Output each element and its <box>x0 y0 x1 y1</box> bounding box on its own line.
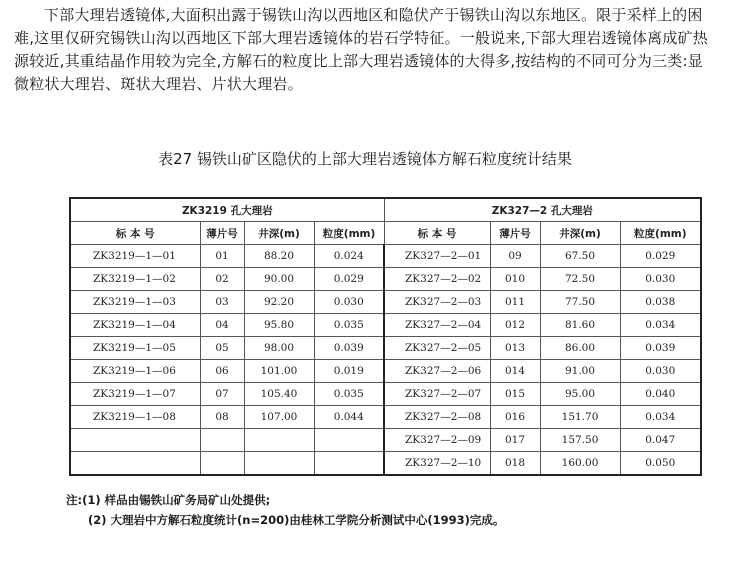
left-depth: 98.00 <box>244 337 314 360</box>
right-sample-id: ZK327—2—04 <box>384 314 490 337</box>
right-grain: 0.050 <box>620 452 701 476</box>
left-depth: 95.80 <box>244 314 314 337</box>
left-slide-no <box>200 452 244 476</box>
right-sample-id: ZK327—2—03 <box>384 291 490 314</box>
right-grain: 0.030 <box>620 360 701 383</box>
col-header-depth: 井深(m) <box>540 222 620 245</box>
right-grain: 0.034 <box>620 406 701 429</box>
table-row <box>70 245 701 268</box>
right-sample-id: ZK327—2—09 <box>384 429 490 452</box>
col-header-sample-id: 标 本 号 <box>384 222 490 245</box>
right-grain: 0.039 <box>620 337 701 360</box>
col-header-sample-id: 标 本 号 <box>70 222 200 245</box>
left-slide-no: 07 <box>200 383 244 406</box>
left-grain <box>314 429 384 452</box>
left-depth: 88.20 <box>244 245 314 268</box>
right-depth: 95.00 <box>540 383 620 406</box>
right-grain: 0.034 <box>620 314 701 337</box>
right-depth: 77.50 <box>540 291 620 314</box>
left-depth: 101.00 <box>244 360 314 383</box>
left-slide-no <box>200 429 244 452</box>
right-slide-no: 011 <box>490 291 540 314</box>
left-grain <box>314 452 384 476</box>
left-sample-id <box>70 429 200 452</box>
col-header-grain: 粒度(mm) <box>314 222 384 245</box>
right-grain: 0.029 <box>620 245 701 268</box>
left-grain: 0.019 <box>314 360 384 383</box>
table-row <box>70 268 701 291</box>
left-sample-id: ZK3219—1—01 <box>70 245 200 268</box>
left-depth: 92.20 <box>244 291 314 314</box>
right-sample-id: ZK327—2—02 <box>384 268 490 291</box>
table-row <box>70 337 701 360</box>
left-depth <box>244 452 314 476</box>
left-slide-no: 04 <box>200 314 244 337</box>
right-depth: 67.50 <box>540 245 620 268</box>
col-header-slide-no: 薄片号 <box>200 222 244 245</box>
right-depth: 86.00 <box>540 337 620 360</box>
left-sample-id: ZK3219—1—06 <box>70 360 200 383</box>
left-slide-no: 06 <box>200 360 244 383</box>
right-depth: 157.50 <box>540 429 620 452</box>
left-slide-no: 02 <box>200 268 244 291</box>
table-notes <box>66 490 716 530</box>
left-sample-id: ZK3219—1—05 <box>70 337 200 360</box>
right-sample-id: ZK327—2—07 <box>384 383 490 406</box>
right-sample-id: ZK327—2—06 <box>384 360 490 383</box>
note-line-1: 注:(1) 样品由锡铁山矿务局矿山处提供; <box>66 493 271 507</box>
right-grain: 0.040 <box>620 383 701 406</box>
right-group-header: ZK327—2 孔大理岩 <box>384 198 701 222</box>
grain-size-table <box>69 197 702 476</box>
right-depth: 91.00 <box>540 360 620 383</box>
body-paragraph: 下部大理岩透镜体,大面积出露于锡铁山沟以西地区和隐伏产于锡铁山沟以东地区。限于采样上的困难,这里仅研究锡铁山沟以西地区下部大理岩透镜体的岩石学特征。一般说来,下部大理岩透镜体离成矿热源较近,其重结晶作用较为完全,方解石的粒度比上部大理岩透镜体的大得多,按结构的不同可分为三类:显微粒状大理岩、斑状大理岩、片状大理岩。 <box>14 6 708 93</box>
left-depth <box>244 429 314 452</box>
right-sample-id: ZK327—2—08 <box>384 406 490 429</box>
right-slide-no: 018 <box>490 452 540 476</box>
table-row <box>70 429 701 452</box>
right-slide-no: 015 <box>490 383 540 406</box>
left-grain: 0.044 <box>314 406 384 429</box>
table-row <box>70 406 701 429</box>
left-sample-id: ZK3219—1—03 <box>70 291 200 314</box>
right-sample-id: ZK327—2—10 <box>384 452 490 476</box>
table-row <box>70 383 701 406</box>
right-slide-no: 013 <box>490 337 540 360</box>
left-depth: 105.40 <box>244 383 314 406</box>
right-slide-no: 014 <box>490 360 540 383</box>
col-header-slide-no: 薄片号 <box>490 222 540 245</box>
right-depth: 151.70 <box>540 406 620 429</box>
right-depth: 160.00 <box>540 452 620 476</box>
left-grain: 0.030 <box>314 291 384 314</box>
right-grain: 0.030 <box>620 268 701 291</box>
left-grain: 0.039 <box>314 337 384 360</box>
right-grain: 0.038 <box>620 291 701 314</box>
right-slide-no: 017 <box>490 429 540 452</box>
col-header-grain: 粒度(mm) <box>620 222 701 245</box>
right-slide-no: 010 <box>490 268 540 291</box>
left-sample-id: ZK3219—1—07 <box>70 383 200 406</box>
left-grain: 0.024 <box>314 245 384 268</box>
right-depth: 72.50 <box>540 268 620 291</box>
right-slide-no: 09 <box>490 245 540 268</box>
table-row <box>70 452 701 476</box>
right-grain: 0.047 <box>620 429 701 452</box>
left-sample-id: ZK3219—1—04 <box>70 314 200 337</box>
right-slide-no: 012 <box>490 314 540 337</box>
left-sample-id: ZK3219—1—02 <box>70 268 200 291</box>
left-sample-id <box>70 452 200 476</box>
left-sample-id: ZK3219—1—08 <box>70 406 200 429</box>
right-slide-no: 016 <box>490 406 540 429</box>
left-slide-no: 08 <box>200 406 244 429</box>
left-slide-no: 03 <box>200 291 244 314</box>
left-slide-no: 01 <box>200 245 244 268</box>
table-row <box>70 291 701 314</box>
left-group-header: ZK3219 孔大理岩 <box>70 198 384 222</box>
left-grain: 0.035 <box>314 383 384 406</box>
left-slide-no: 05 <box>200 337 244 360</box>
table-row <box>70 360 701 383</box>
left-depth: 107.00 <box>244 406 314 429</box>
table-row <box>70 314 701 337</box>
table-caption: 表27 锡铁山矿区隐伏的上部大理岩透镜体方解石粒度统计结果 <box>158 150 572 168</box>
left-grain: 0.035 <box>314 314 384 337</box>
right-sample-id: ZK327—2—01 <box>384 245 490 268</box>
col-header-depth: 井深(m) <box>244 222 314 245</box>
note-line-2: (2) 大理岩中方解石粒度统计(n=200)由桂林工学院分析测试中心(1993)完成。 <box>88 513 505 527</box>
right-sample-id: ZK327—2—05 <box>384 337 490 360</box>
right-depth: 81.60 <box>540 314 620 337</box>
left-depth: 90.00 <box>244 268 314 291</box>
left-grain: 0.029 <box>314 268 384 291</box>
